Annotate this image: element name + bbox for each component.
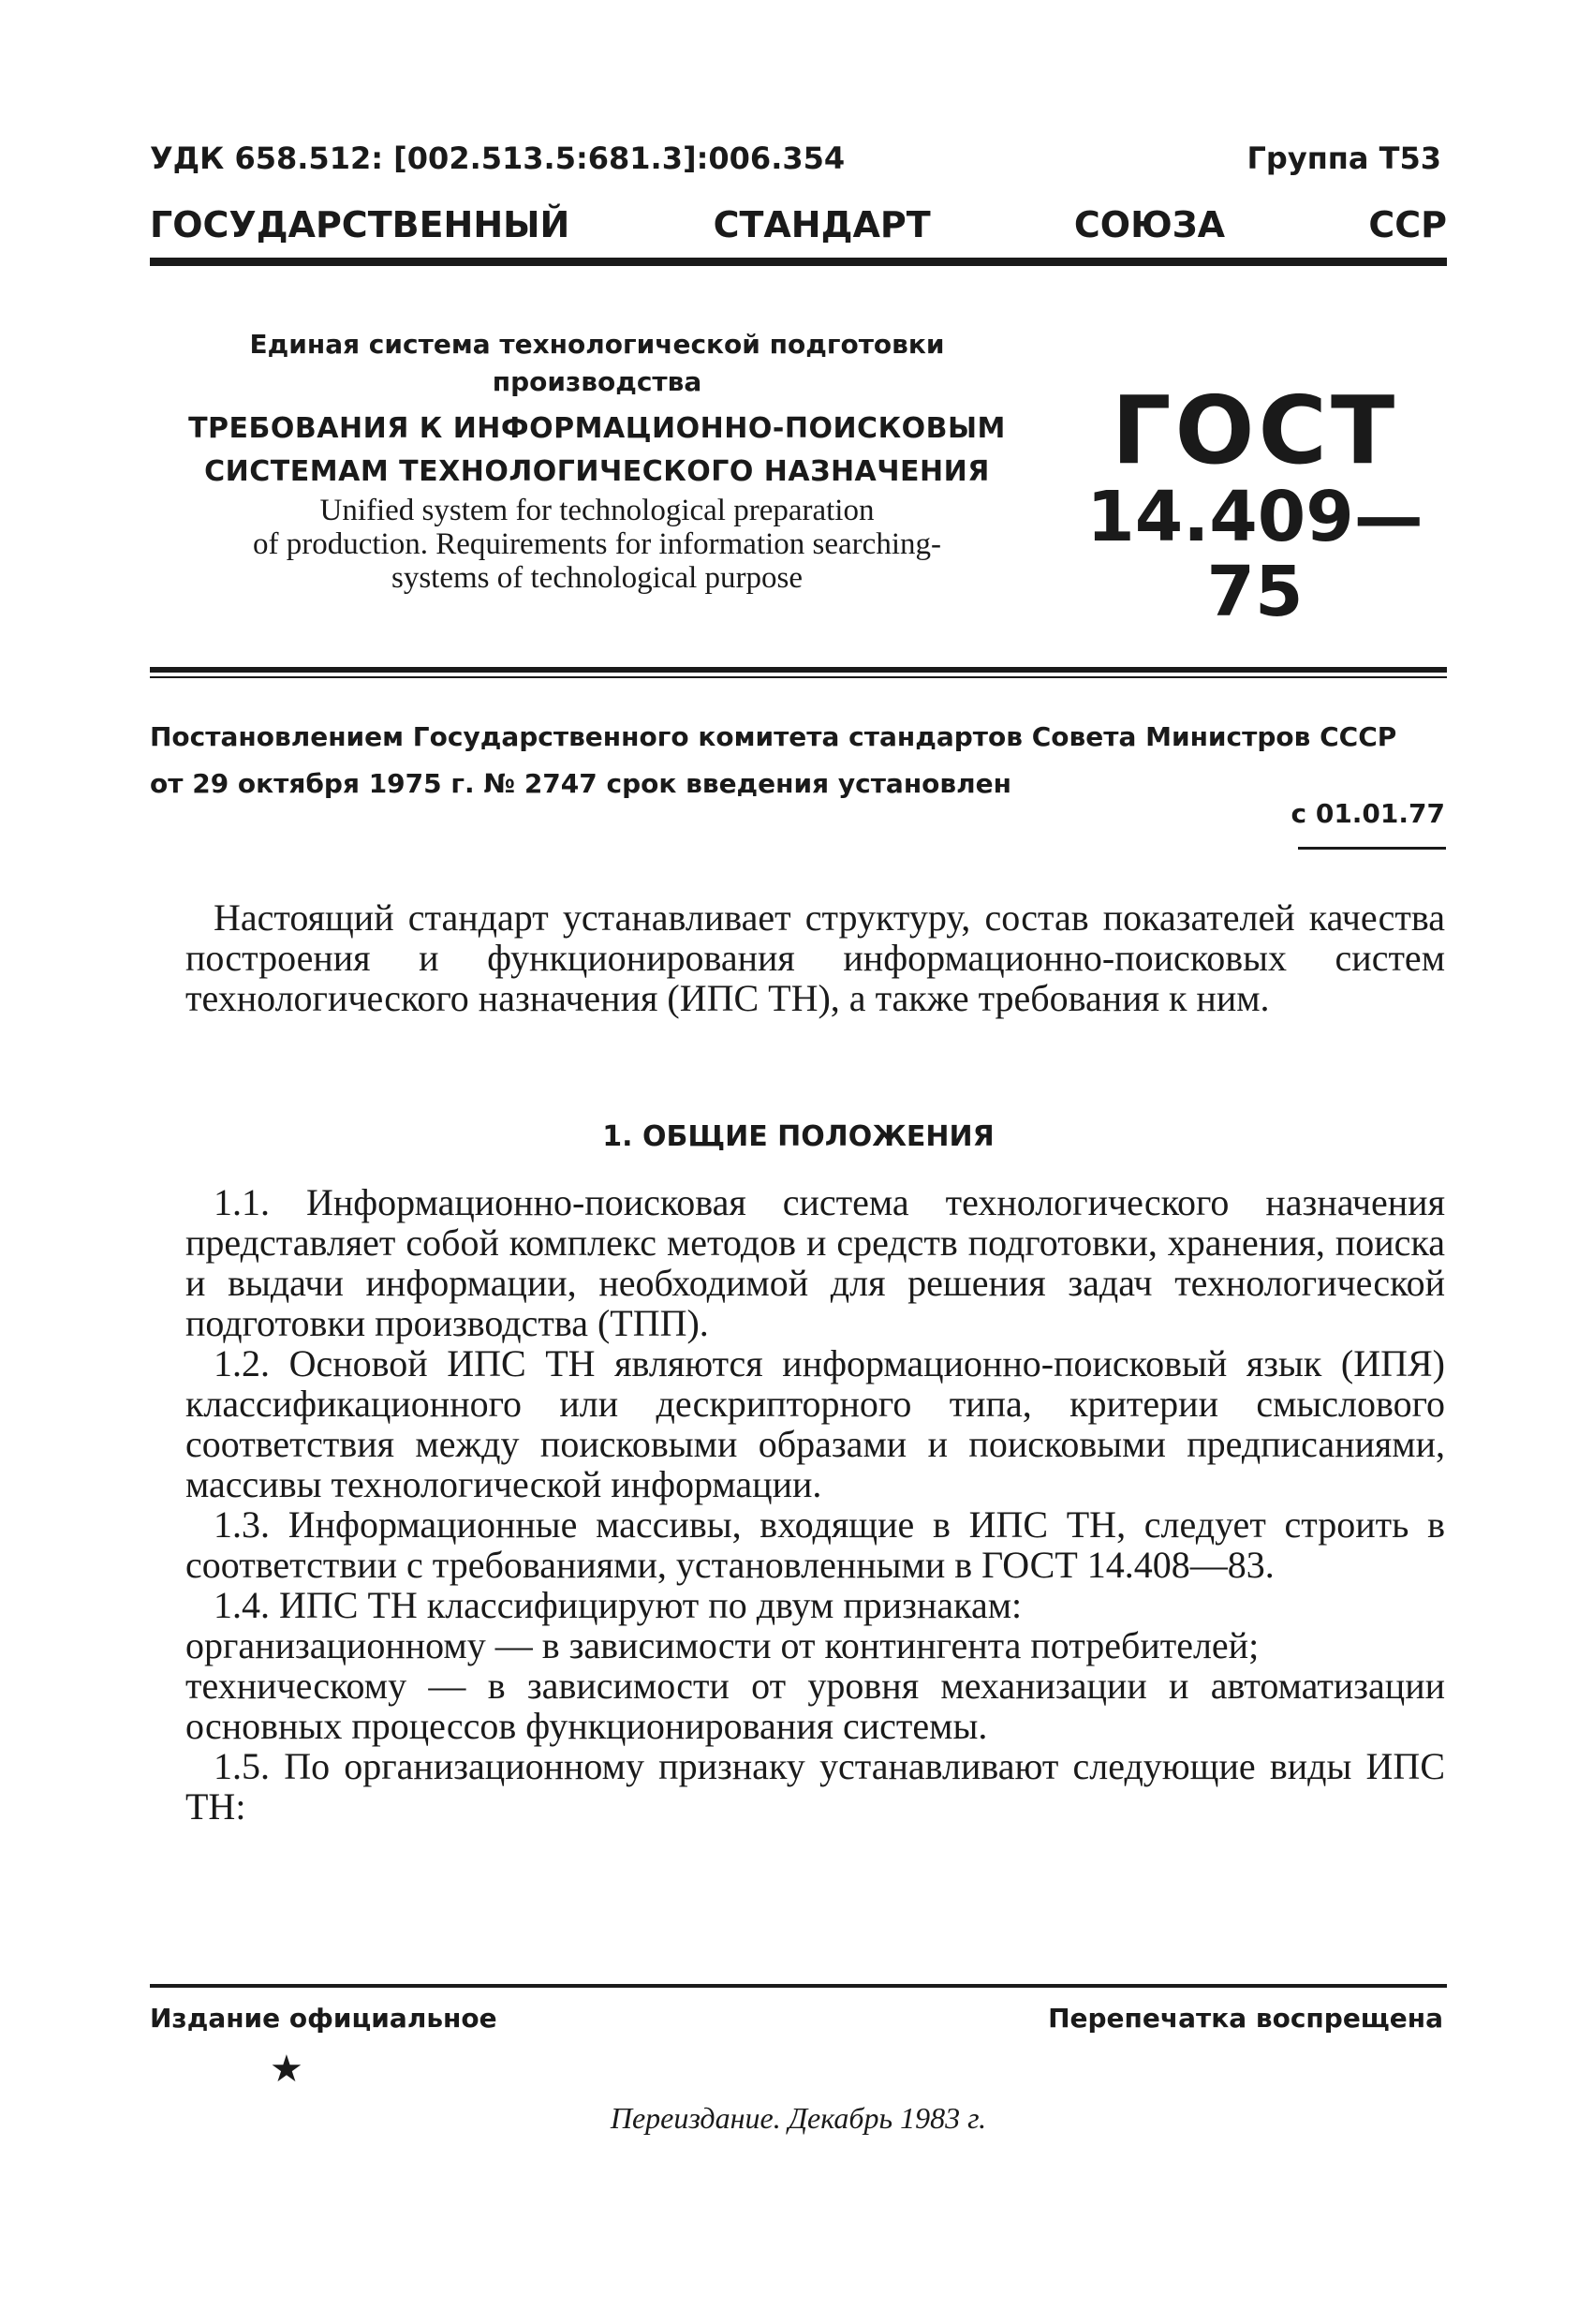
section-heading: 1. ОБЩИЕ ПОЛОЖЕНИЯ [602, 1120, 995, 1153]
date-underline [1298, 847, 1446, 850]
intro-paragraph: Настоящий стандарт устанавливает структуру, состав показателей качества построения и функционирования информационно-поисковых систем технологического назначения (ИПС ТН), а также требования к ним. [185, 896, 1445, 1019]
clause-1-2: 1.2. Основой ИПС ТН являются информационно-поисковый язык (ИПЯ) классификационного или дескрипторного типа, критерии смыслового соответствия между поисковыми образами и поисковыми предписаниями, массивы технологической информации. [185, 1342, 1445, 1505]
banner-word-ssr: ССР [1368, 204, 1447, 245]
english-title: Unified system for technological preparation of production. Requirements for information searching- systems of technological purpose [253, 494, 941, 595]
state-standard-banner [150, 204, 1447, 245]
clause-1-3: 1.3. Информационные массивы, входящие в ИПС ТН, следует строить в соответствии с требованиями, установленными в ГОСТ 14.408—83. [185, 1503, 1445, 1586]
decree-text: Постановлением Государственного комитета стандартов Совета Министров СССР от 29 октября 1975 г. № 2747 срок введения установлен [150, 721, 1397, 799]
banner-word-state: ГОСУДАРСТВЕННЫЙ [150, 204, 570, 245]
group-code: Группа Т53 [1246, 141, 1441, 176]
title-rule-bottom [150, 676, 1447, 678]
clause-1-4: 1.4. ИПС ТН классифицируют по двум признакам: [214, 1584, 1023, 1626]
reprint-notice: Перепечатка воспрещена [1048, 2003, 1443, 2034]
header-rule [150, 258, 1447, 266]
clause-1-1: 1.1. Информационно-поисковая система технологического назначения представляет собой комплекс методов и средств подготовки, хранения, поиска и выдачи информации, необходимой для решения задач технологической подготовки производства (ТПП). [185, 1181, 1445, 1344]
clause-1-4-organizational: организационному — в зависимости от контингента потребителей; [185, 1624, 1260, 1666]
introduction-date: с 01.01.77 [1291, 798, 1445, 829]
clause-1-4-technical: техническому — в зависимости от уровня механизации и автоматизации основных процессов функционирования системы. [185, 1665, 1445, 1747]
official-edition: Издание официальное [150, 2003, 497, 2034]
document-title: ТРЕБОВАНИЯ К ИНФОРМАЦИОННО-ПОИСКОВЫМ СИСТЕМАМ ТЕХНОЛОГИЧЕСКОГО НАЗНАЧЕНИЯ [188, 412, 1006, 488]
gost-number: 14.409—75 [1086, 477, 1423, 632]
footer-rule [150, 1984, 1447, 1988]
clause-1-5: 1.5. По организационному признаку устанавливают следующие виды ИПС ТН: [185, 1745, 1445, 1828]
system-title: Единая система технологической подготовки производства [249, 329, 945, 397]
banner-word-standard: СТАНДАРТ [713, 204, 931, 245]
section-body [185, 1182, 1445, 1827]
reissue-note: Переиздание. Декабрь 1983 г. [610, 2101, 987, 2135]
title-rule-top [150, 667, 1447, 673]
gost-label: ГОСТ [1111, 376, 1399, 485]
udk-code: УДК 658.512: [002.513.5:681.3]:006.354 [150, 141, 846, 176]
star-icon: ★ [270, 2048, 303, 2091]
banner-word-union: СОЮЗА [1073, 204, 1226, 245]
